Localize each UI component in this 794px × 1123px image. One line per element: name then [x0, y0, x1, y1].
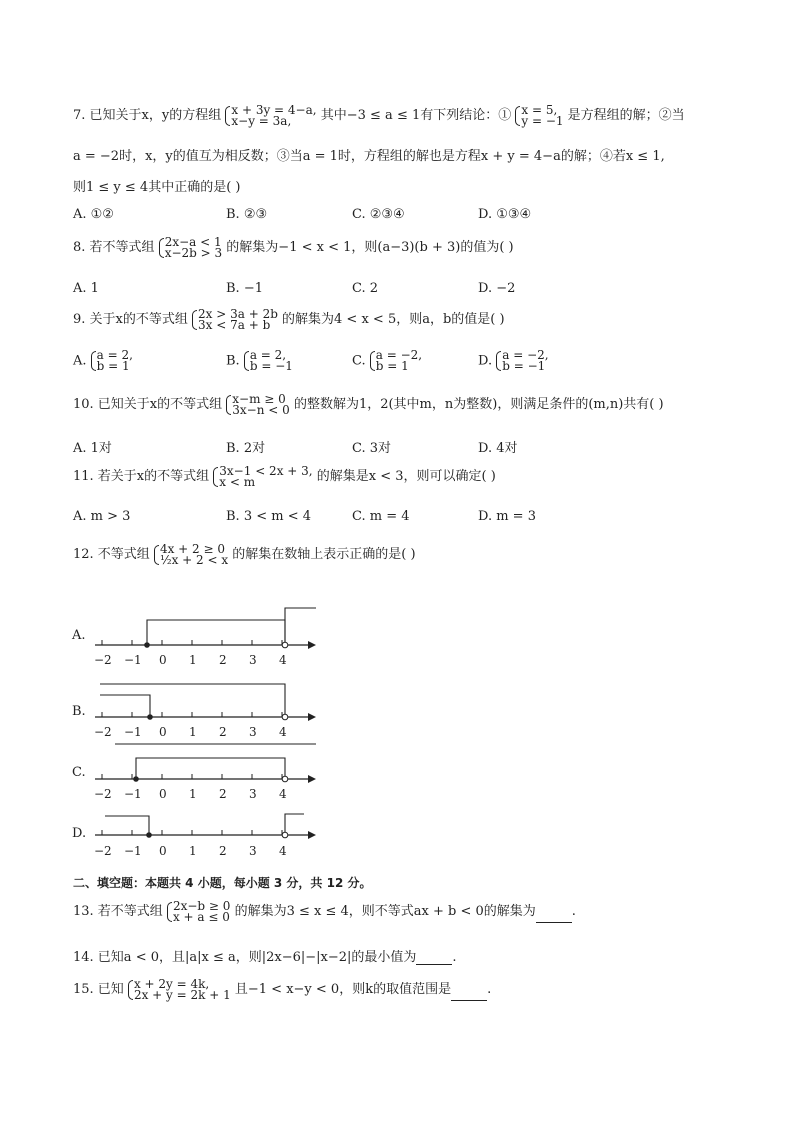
q11-option-b[interactable]: B. 3 < m < 4 [226, 509, 312, 524]
q14-line1 [73, 946, 457, 965]
q8-ineq2: x−2b > 3 [164, 245, 223, 260]
q13-end: . [571, 904, 576, 919]
q7-sol2: y = −1 [521, 113, 564, 128]
q7-sol1: x = 5, [521, 102, 558, 117]
q12-option-c-numberline[interactable] [90, 740, 320, 806]
q13-answer-blank[interactable] [536, 910, 572, 923]
q9-option-d[interactable] [478, 350, 549, 372]
q8-option-d[interactable]: D. −2 [478, 281, 516, 296]
q12-line1 [73, 543, 416, 566]
q8-line1 [73, 236, 514, 259]
q12-c-tick-label: 2 [219, 787, 227, 801]
q12-option-d-numberline[interactable] [90, 806, 320, 868]
q8-option-a[interactable]: A. 1 [73, 281, 99, 296]
q9-text-b: 的解集为4 < x < 5，则a，b的值是( ) [282, 312, 505, 327]
q15-text-b: 且−1 < x−y < 0，则k的取值范围是 [234, 982, 452, 997]
q15-equation-system [128, 976, 231, 1002]
q12-b-tick-label: 0 [159, 725, 167, 739]
q12-a-tick-label: −1 [124, 653, 142, 667]
q12-option-d-label[interactable]: D. [72, 826, 87, 841]
q10-text-b: 的整数解为1，2(其中m，n为整数)，则满足条件的(m,n)共有( ) [293, 397, 664, 412]
q10-line1 [73, 393, 664, 416]
q7-eq2: x−y = 3a, [231, 113, 292, 128]
q11-text-b: 的解集是x < 3，则可以确定( ) [316, 469, 496, 484]
q12-d-ticks [102, 830, 282, 835]
q12-d-tick-label: −1 [124, 844, 142, 858]
q12-c-solid-dot [133, 776, 139, 782]
q8-ineq1: 2x−a < 1 [164, 234, 222, 249]
q7-option-c[interactable]: C. ②③④ [352, 207, 405, 222]
q10-option-d[interactable]: D. 4对 [478, 441, 518, 456]
q12-option-a-numberline[interactable] [90, 600, 320, 668]
q12-c-tick-label: 3 [249, 787, 257, 801]
q8-text-a: 8. 若不等式组 [73, 240, 155, 255]
q7-option-a[interactable]: A. ①② [73, 207, 114, 222]
q7-text-c: 其中−3 ≤ a ≤ 1有下列结论：① [320, 108, 512, 123]
q7-line2: a = −2时，x，y的值互为相反数；③当a = 1时，方程组的解也是方程x + y = 4−a的解；④若x ≤ 1, [73, 149, 665, 164]
q12-c-hollow-dot [282, 776, 288, 782]
q12-option-b-label[interactable]: B. [72, 704, 86, 719]
q12-b-tick-label: −2 [94, 725, 112, 739]
q12-a-tick-label: 1 [189, 653, 197, 667]
q12-d-tick-label: 2 [219, 844, 227, 858]
q9-option-b-label: B. [226, 353, 240, 369]
q13-ineq1: 2x−b ≥ 0 [172, 898, 231, 913]
q12-a-tick-label: 2 [219, 653, 227, 667]
q9-option-b[interactable] [226, 350, 293, 372]
q9-option-c-label: C. [352, 353, 366, 369]
q8-inequality-system [159, 234, 223, 260]
q9-option-a-label: A. [73, 353, 87, 369]
q12-d-tick-label: 0 [159, 844, 167, 858]
q7-solution-system [515, 102, 564, 128]
q12-inequality-system [154, 541, 229, 567]
q15-line1 [73, 978, 491, 1001]
q12-ineq2: ½x + 2 < x [159, 552, 229, 567]
q12-d-tick-label: 4 [279, 844, 287, 858]
q10-option-b[interactable]: B. 2对 [226, 441, 266, 456]
q12-d-tick-label: −2 [94, 844, 112, 858]
q9-option-d-row2: b = −1 [502, 359, 546, 373]
q13-inequality-system [167, 898, 231, 924]
q9-option-a-row1: a = 2, [96, 348, 133, 362]
q9-text-a: 9. 关于x的不等式组 [73, 312, 188, 327]
q9-option-a-system [91, 350, 133, 372]
q12-b-tick-label: 4 [279, 725, 287, 739]
q11-ineq2: x < m [219, 474, 256, 489]
q12-b-tick-label: −1 [124, 725, 142, 739]
q13-line1 [73, 900, 576, 923]
q12-a-ticks [102, 640, 282, 645]
q10-inequality-system [226, 391, 290, 417]
q12-c-tick-label: 1 [189, 787, 197, 801]
q10-ineq2: 3x−n < 0 [232, 402, 290, 417]
q11-option-d[interactable]: D. m = 3 [478, 509, 536, 524]
q10-ineq1: x−m ≥ 0 [232, 391, 286, 406]
q10-option-a[interactable]: A. 1对 [73, 441, 112, 456]
q14-end: . [452, 950, 457, 965]
q12-option-b-numberline[interactable] [90, 676, 320, 744]
q12-a-tick-label: 4 [279, 653, 287, 667]
q9-option-b-system [244, 350, 293, 372]
q11-ineq1: 3x−1 < 2x + 3, [219, 463, 313, 478]
q12-b-hollow-dot [282, 714, 288, 720]
q9-inequality-system [192, 306, 278, 332]
q7-line3: 则1 ≤ y ≤ 4其中正确的是( ) [73, 180, 241, 195]
q9-ineq2: 3x < 7a + b [198, 317, 271, 332]
q9-option-d-system [496, 350, 548, 372]
q9-option-a[interactable] [73, 350, 133, 372]
q12-b-solid-dot [147, 714, 153, 720]
q12-b-tick-label: 2 [219, 725, 227, 739]
q15-text-a: 15. 已知 [73, 982, 124, 997]
q12-c-tick-label: −1 [124, 787, 142, 801]
q12-d-solid-dot [146, 832, 152, 838]
q9-option-c-row2: b = 1 [375, 359, 409, 373]
q7-text-b: x，y的方程组 [141, 108, 222, 123]
q15-eq2: 2x + y = 2k + 1 [133, 987, 231, 1002]
q15-eq1: x + 2y = 4k, [133, 976, 210, 991]
q7-option-b[interactable]: B. ②③ [226, 207, 268, 222]
q12-a-hollow-dot [282, 642, 288, 648]
q14-answer-blank[interactable] [416, 952, 452, 965]
q9-option-c-row1: a = −2, [375, 348, 423, 362]
q9-option-c-system [370, 350, 422, 372]
q10-text-a: 10. 已知关于x的不等式组 [73, 397, 223, 412]
q12-d-hollow-dot [282, 832, 288, 838]
q7-line1 [73, 104, 685, 127]
q12-c-ticks [102, 774, 282, 779]
q12-a-tick-label: 3 [249, 653, 257, 667]
q12-d-tick-label: 1 [189, 844, 197, 858]
q12-b-tick-label: 3 [249, 725, 257, 739]
q12-d-tick-label: 3 [249, 844, 257, 858]
q12-text-a: 12. 不等式组 [73, 547, 150, 562]
q12-ineq1: 4x + 2 ≥ 0 [159, 541, 225, 556]
q12-a-tick-label: 0 [159, 653, 167, 667]
q7-eq1: x + 3y = 4−a, [231, 102, 317, 117]
q11-text-a: 11. 若关于x的不等式组 [73, 469, 210, 484]
q12-c-tick-label: −2 [94, 787, 112, 801]
q12-c-tick-label: 4 [279, 787, 287, 801]
q9-option-a-row2: b = 1 [96, 359, 130, 373]
q12-text-b: 的解集在数轴上表示正确的是( ) [232, 547, 416, 562]
q11-option-a[interactable]: A. m > 3 [73, 509, 131, 524]
q12-a-solid-dot [144, 642, 150, 648]
q8-option-c[interactable]: C. 2 [352, 281, 379, 296]
q15-answer-blank[interactable] [451, 988, 487, 1001]
q12-option-c-label[interactable]: C. [72, 765, 86, 780]
q9-option-b-row2: b = −1 [249, 359, 293, 373]
q9-line1 [73, 308, 505, 331]
q10-option-c[interactable]: C. 3对 [352, 441, 392, 456]
q9-option-c[interactable] [352, 350, 422, 372]
q7-option-d[interactable]: D. ①③④ [478, 207, 532, 222]
q12-option-a-label[interactable]: A. [72, 628, 86, 643]
q13-ineq2: x + a ≤ 0 [172, 909, 230, 924]
q11-option-c[interactable]: C. m = 4 [352, 509, 410, 524]
q8-text-b: 的解集为−1 < x < 1，则(a−3)(b + 3)的值为( ) [226, 240, 514, 255]
q14-text: 14. 已知a < 0，且|a|x ≤ a，则|2x−6|−|x−2|的最小值为 [73, 950, 417, 965]
q15-end: . [487, 982, 492, 997]
q7-equation-system [225, 102, 317, 128]
q12-c-tick-label: 0 [159, 787, 167, 801]
q11-line1 [73, 465, 496, 488]
q11-inequality-system [213, 463, 313, 489]
q12-b-ticks [102, 712, 282, 717]
section2-heading: 二、填空题：本题共 4 小题，每小题 3 分，共 12 分。 [73, 876, 372, 890]
q8-option-b[interactable]: B. −1 [226, 281, 263, 296]
q12-b-tick-label: 1 [189, 725, 197, 739]
q9-option-d-label: D. [478, 353, 493, 369]
q13-text-b: 的解集为3 ≤ x ≤ 4，则不等式ax + b < 0的解集为 [234, 904, 536, 919]
q7-text-d: 是方程组的解；②当 [567, 108, 685, 123]
q7-text-a: 7. 已知关于 [73, 108, 142, 123]
q9-option-d-row1: a = −2, [502, 348, 549, 362]
q13-text-a: 13. 若不等式组 [73, 904, 163, 919]
q9-ineq1: 2x > 3a + 2b [198, 306, 278, 321]
q12-a-tick-label: −2 [94, 653, 112, 667]
q9-option-b-row1: a = 2, [249, 348, 287, 362]
